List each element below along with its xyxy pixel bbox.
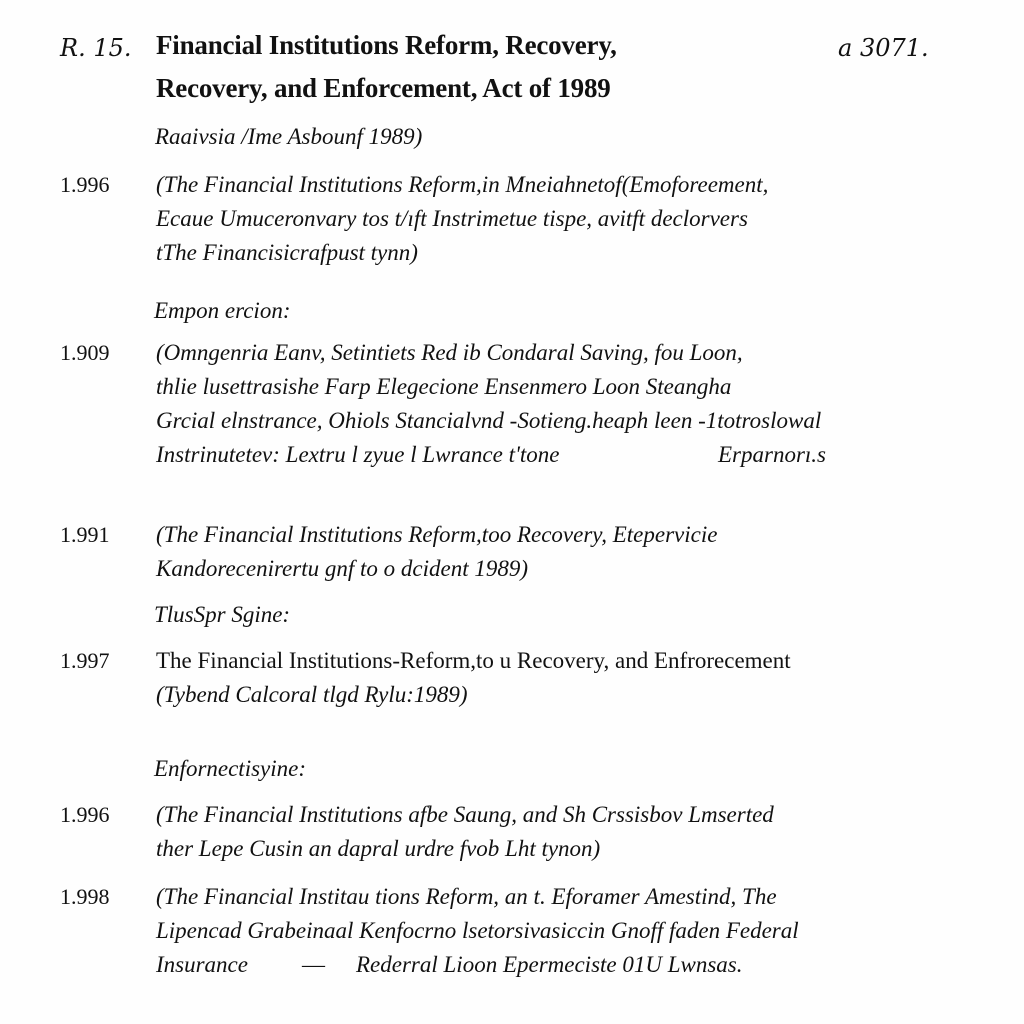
section-reference: R. 15. bbox=[60, 34, 132, 62]
entry-year: 1.909 bbox=[60, 340, 110, 365]
entry-line: (The Financial Institau tions Reform, an t. Eforamer Amestind, The bbox=[156, 884, 777, 909]
section-heading: TlusSpr Sgine: bbox=[154, 602, 291, 627]
entry-line: (The Financial Institutions Reform,too Recovery, Etepervicie bbox=[156, 522, 718, 547]
section-heading: Empon ercion: bbox=[154, 298, 291, 323]
entry-line: tThe Financisicrafpust tynn) bbox=[156, 240, 418, 265]
entry-line: (The Financial Institutions Reform,in Mneiahnetof(Emoforeement, bbox=[156, 172, 769, 197]
entry-line: Rederral Lioon Epermeciste 01U Lwnsas. bbox=[356, 952, 743, 977]
entry-year: 1.996 bbox=[60, 802, 110, 827]
entry-line: (Omngenria Eanv, Setintiets Red ib Condaral Saving, fou Loon, bbox=[156, 340, 743, 365]
entry-line: Grcial elnstrance, Ohiols Stancialvnd -Sotieng.heaph leen -1totroslowal bbox=[156, 408, 822, 433]
entry-year: 1.996 bbox=[60, 172, 110, 197]
entry-line: Erparnorı.s bbox=[718, 442, 826, 467]
entry-line: (The Financial Institutions afbe Saung, and Sh Crssisbov Lmserted bbox=[156, 802, 774, 827]
document-title-line-2: Recovery, and Enforcement, Act of 1989 bbox=[156, 73, 611, 103]
entry-year: 1.998 bbox=[60, 884, 110, 909]
entry-line: Lipencad Grabeinaal Kenfocrno lsetorsivasiccin Gnoff faden Federal bbox=[156, 918, 799, 943]
page-number: a 3071. bbox=[838, 34, 929, 62]
entry-year: 1.991 bbox=[60, 522, 110, 547]
document-title-line-1: Financial Institutions Reform, Recovery, bbox=[156, 30, 617, 60]
entry-line: Kandorecenirertu gnf to o dcident 1989) bbox=[156, 556, 528, 581]
entry-year: 1.997 bbox=[60, 648, 110, 673]
entry-line: Instrinutetev: Lextru l zyue l Lwrance t'tone bbox=[156, 442, 560, 467]
entry-line: Insurance bbox=[156, 952, 248, 977]
entry-line: — bbox=[302, 952, 325, 977]
document-subtitle: Raaivsia /Ime Asbounf 1989) bbox=[155, 124, 423, 149]
entry-line: (Tybend Calcoral tlgd Rylu:1989) bbox=[156, 682, 468, 707]
entry-line: thlie lusettrasishe Farp Elegecione Ensenmero Loon Steangha bbox=[156, 374, 732, 399]
section-heading: Enfornectisyine: bbox=[154, 756, 307, 781]
entry-line: ther Lepe Cusin an dapral urdre fvob Lht tynon) bbox=[156, 836, 601, 861]
entry-line: Ecaue Umuceronvary tos t/ıft Instrimetue tispe, avitft declorvers bbox=[156, 206, 748, 231]
entry-line: The Financial Institutions-Reform,to u Recovery, and Enfrorecement bbox=[156, 648, 791, 673]
